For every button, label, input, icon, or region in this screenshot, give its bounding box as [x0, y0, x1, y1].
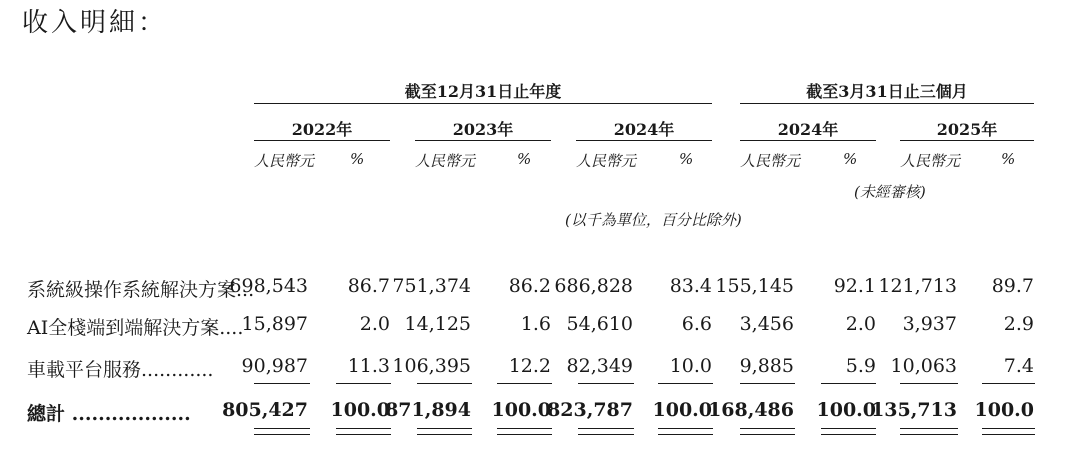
table-cell: 121,713	[878, 275, 957, 297]
table-cell: 9,885	[739, 355, 794, 377]
currency-label: 人民幣元	[254, 152, 315, 170]
page-title: 收入明細：	[22, 8, 168, 38]
period-header-rule	[740, 103, 1034, 104]
year-header: 2022年	[291, 120, 353, 139]
total-double-rule	[497, 428, 552, 429]
table-cell: 100.0	[974, 399, 1034, 421]
table-cell: 106,395	[392, 355, 471, 377]
total-double-rule	[336, 434, 391, 435]
table-cell: 100.0	[330, 399, 390, 421]
table-cell: 7.4	[1003, 355, 1034, 377]
row-label: 車載平台服務............	[27, 359, 214, 381]
table-cell: 100.0	[816, 399, 876, 421]
period-header-rule	[254, 103, 712, 104]
year-header: 2025年	[936, 120, 998, 139]
table-cell: 698,543	[229, 275, 308, 297]
unaudited-note: (未經審核)	[854, 183, 926, 201]
total-double-rule	[900, 428, 958, 429]
row-label: AI全棧端到端解決方案....	[27, 317, 244, 339]
percent-label: %	[1001, 150, 1016, 168]
total-double-rule	[821, 434, 876, 435]
table-cell: 6.6	[681, 313, 712, 335]
total-double-rule	[578, 434, 634, 435]
total-double-rule	[658, 428, 713, 429]
total-double-rule	[740, 434, 795, 435]
total-double-rule	[578, 428, 634, 429]
table-cell: 686,828	[554, 275, 633, 297]
total-double-rule	[900, 434, 958, 435]
row-label: 系統級操作系統解決方案...	[27, 279, 255, 301]
total-double-rule	[497, 434, 552, 435]
percent-label: %	[350, 150, 365, 168]
table-cell: 805,427	[222, 399, 308, 421]
subtotal-rule	[982, 383, 1035, 384]
currency-label: 人民幣元	[900, 152, 961, 170]
table-cell: 14,125	[404, 313, 471, 335]
units-note: (以千為單位，百分比除外)	[565, 211, 742, 229]
table-cell: 10.0	[669, 355, 712, 377]
year-header: 2024年	[613, 120, 675, 139]
period-header: 截至3月31日止三個月	[806, 82, 968, 101]
table-cell: 1.6	[520, 313, 551, 335]
table-cell: 12.2	[508, 355, 551, 377]
period-header: 截至12月31日止年度	[404, 82, 562, 101]
table-cell: 871,894	[385, 399, 471, 421]
currency-label: 人民幣元	[576, 152, 637, 170]
subtotal-rule	[740, 383, 795, 384]
total-double-rule	[982, 434, 1035, 435]
total-double-rule	[254, 434, 310, 435]
total-double-rule	[417, 434, 472, 435]
table-cell: 823,787	[547, 399, 633, 421]
year-header-rule	[900, 140, 1034, 141]
table-cell: 90,987	[241, 355, 308, 377]
table-cell: 82,349	[566, 355, 633, 377]
percent-label: %	[843, 150, 858, 168]
total-double-rule	[982, 428, 1035, 429]
currency-label: 人民幣元	[415, 152, 476, 170]
table-cell: 92.1	[833, 275, 876, 297]
total-double-rule	[417, 428, 472, 429]
table-cell: 15,897	[241, 313, 308, 335]
total-double-rule	[740, 428, 795, 429]
row-label: 總計 ..................	[27, 403, 191, 425]
table-cell: 2.9	[1003, 313, 1034, 335]
subtotal-rule	[497, 383, 552, 384]
year-header-rule	[740, 140, 876, 141]
table-cell: 5.9	[845, 355, 876, 377]
table-cell: 86.2	[508, 275, 551, 297]
total-double-rule	[254, 428, 310, 429]
year-header: 2024年	[777, 120, 839, 139]
subtotal-rule	[900, 383, 958, 384]
table-cell: 89.7	[991, 275, 1034, 297]
table-cell: 2.0	[359, 313, 390, 335]
table-cell: 168,486	[708, 399, 794, 421]
table-cell: 54,610	[566, 313, 633, 335]
subtotal-rule	[578, 383, 634, 384]
table-cell: 10,063	[890, 355, 957, 377]
table-cell: 83.4	[669, 275, 712, 297]
subtotal-rule	[658, 383, 713, 384]
subtotal-rule	[254, 383, 310, 384]
table-cell: 3,937	[902, 313, 957, 335]
subtotal-rule	[821, 383, 876, 384]
table-cell: 11.3	[347, 355, 390, 377]
table-cell: 135,713	[871, 399, 957, 421]
year-header-rule	[254, 140, 390, 141]
table-cell: 100.0	[652, 399, 712, 421]
table-cell: 100.0	[491, 399, 551, 421]
table-cell: 86.7	[347, 275, 390, 297]
subtotal-rule	[336, 383, 391, 384]
year-header: 2023年	[452, 120, 514, 139]
table-cell: 3,456	[739, 313, 794, 335]
year-header-rule	[576, 140, 712, 141]
table-cell: 2.0	[845, 313, 876, 335]
total-double-rule	[658, 434, 713, 435]
year-header-rule	[415, 140, 551, 141]
total-double-rule	[336, 428, 391, 429]
percent-label: %	[679, 150, 694, 168]
table-cell: 751,374	[392, 275, 471, 297]
table-cell: 155,145	[715, 275, 794, 297]
percent-label: %	[517, 150, 532, 168]
total-double-rule	[821, 428, 876, 429]
currency-label: 人民幣元	[740, 152, 801, 170]
subtotal-rule	[417, 383, 472, 384]
